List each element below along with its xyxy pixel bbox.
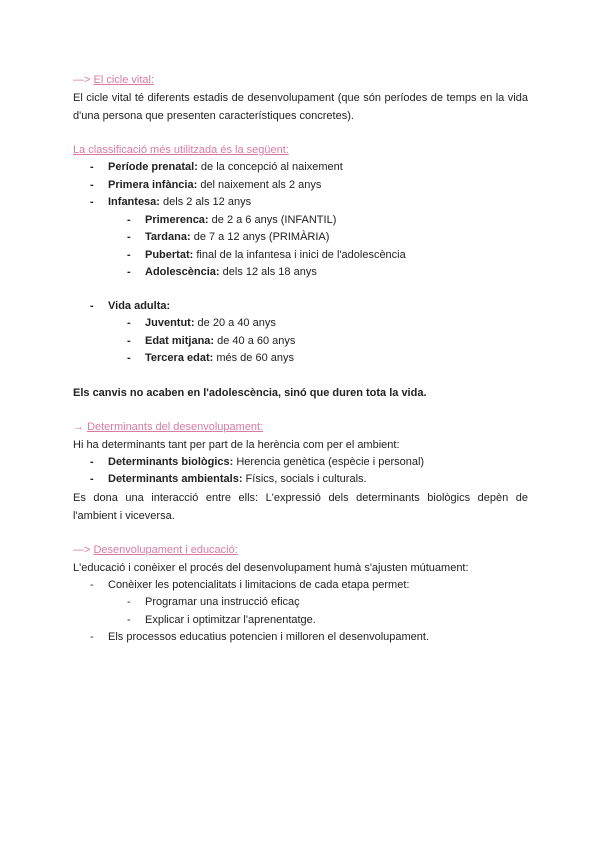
section-heading-educacio [73, 541, 528, 559]
bullet-dash: - [127, 352, 131, 364]
item-term: Tercera edat: [145, 352, 214, 364]
item-term: Vida adulta: [108, 299, 171, 312]
paragraph-line: El cicle vital té diferents estadis de desenvolupament (que són períodes de temps en la vida [73, 92, 528, 104]
heading-link[interactable]: La classificació més utilitzada és la següent: [73, 144, 289, 156]
item-term: Infantesa: [108, 196, 160, 208]
item-desc: dels 12 als 18 anys [219, 266, 317, 278]
section-heading-determinants [73, 418, 528, 436]
item-text: Explicar i optimitzar l'aprenentatge. [145, 613, 316, 626]
bullet-dash: - [90, 178, 94, 191]
list-item [73, 159, 528, 177]
item-term: Període prenatal: [108, 161, 198, 173]
item-desc: Físics, socials i culturals. [242, 473, 367, 485]
list-item [73, 298, 528, 316]
item-desc: de 20 a 40 anys [194, 317, 276, 329]
sub-list-item [73, 333, 528, 351]
sub-list-item [73, 212, 528, 230]
arrow-marker: → [73, 420, 88, 433]
paragraph-line: L'educació i conèixer el procés del desenvolupament humà s'ajusten mútuament: [73, 561, 469, 574]
bullet-dash: - [127, 596, 131, 608]
bullet-dash: - [90, 455, 94, 468]
item-text: Programar una instrucció eficaç [145, 596, 300, 608]
bullet-dash: - [90, 578, 94, 591]
item-desc: del naixement als 2 anys [197, 178, 322, 191]
item-term: Adolescència: [145, 266, 220, 278]
item-desc: de 7 a 12 anys (PRIMÀRIA) [190, 231, 330, 243]
item-term: Tardana: [145, 231, 191, 243]
item-text: Els processos educatius potencien i milloren el desenvolupament. [108, 631, 430, 643]
list-item [73, 577, 528, 595]
sub-list-item [73, 612, 528, 630]
bullet-dash: - [127, 334, 131, 347]
sub-list-item [73, 264, 528, 282]
item-desc: final de la infantesa i inici de l'adolescència [193, 248, 406, 261]
item-desc: Herencia genètica (espècie i personal) [233, 455, 425, 468]
item-term: Determinants biològics: [108, 455, 234, 468]
document-content [73, 71, 528, 647]
item-desc: de 40 a 60 anys [214, 334, 296, 347]
item-desc: més de 60 anys [213, 352, 294, 364]
paragraph-line: l'ambient i viceversa. [73, 509, 175, 522]
item-term: Pubertat: [145, 248, 194, 261]
sub-list-item [73, 315, 528, 333]
item-desc: dels 2 als 12 anys [159, 196, 252, 208]
bullet-dash: - [90, 196, 94, 208]
heading-link[interactable]: Desenvolupament i educació: [93, 543, 238, 556]
arrow-marker: —> [73, 543, 94, 556]
sub-list-item [73, 350, 528, 368]
section-heading-cicle-vital [73, 71, 528, 89]
list-item [73, 629, 528, 647]
bullet-dash: - [127, 213, 131, 226]
item-term: Edat mitjana: [145, 334, 215, 347]
conclusion-text: Els canvis no acaben en l'adolescència, sinó que duren tota la vida. [73, 386, 427, 399]
list-item [73, 194, 528, 212]
sub-list-item [73, 594, 528, 612]
item-desc: de 2 a 6 anys (INFANTIL) [208, 213, 337, 226]
item-term: Primerenca: [145, 213, 209, 226]
bullet-dash: - [127, 266, 131, 278]
list-item [73, 177, 528, 195]
paragraph-line: Es dona una interacció entre ells: L'expressió dels determinants biològics depèn de [73, 491, 528, 504]
bullet-dash: - [127, 613, 131, 626]
sub-list-item [73, 247, 528, 265]
arrow-marker: —> [73, 74, 94, 86]
bullet-dash: - [127, 248, 131, 261]
bullet-dash: - [90, 473, 94, 485]
item-term: Primera infància: [108, 178, 198, 191]
bullet-dash: - [127, 317, 131, 329]
item-text: Conèixer les potencialitats i limitacions de cada etapa permet: [108, 578, 410, 591]
section-heading-classificacio [73, 141, 528, 159]
bullet-dash: - [90, 631, 94, 643]
sub-list-item [73, 229, 528, 247]
bullet-dash: - [90, 299, 94, 312]
item-term: Juventut: [145, 317, 195, 329]
heading-link[interactable]: El cicle vital: [93, 74, 155, 86]
paragraph-line: d'una persona que presenten característiques concretes). [73, 110, 354, 122]
bullet-dash: - [127, 231, 131, 243]
heading-link[interactable]: Determinants del desenvolupament: [87, 420, 264, 433]
bullet-dash: - [90, 161, 94, 173]
paragraph-line: Hi ha determinants tant per part de la herència com per el ambient: [73, 438, 400, 451]
item-term: Determinants ambientals: [108, 473, 243, 485]
list-item [73, 454, 528, 472]
list-item [73, 471, 528, 489]
item-desc: de la concepció al naixement [197, 161, 343, 173]
